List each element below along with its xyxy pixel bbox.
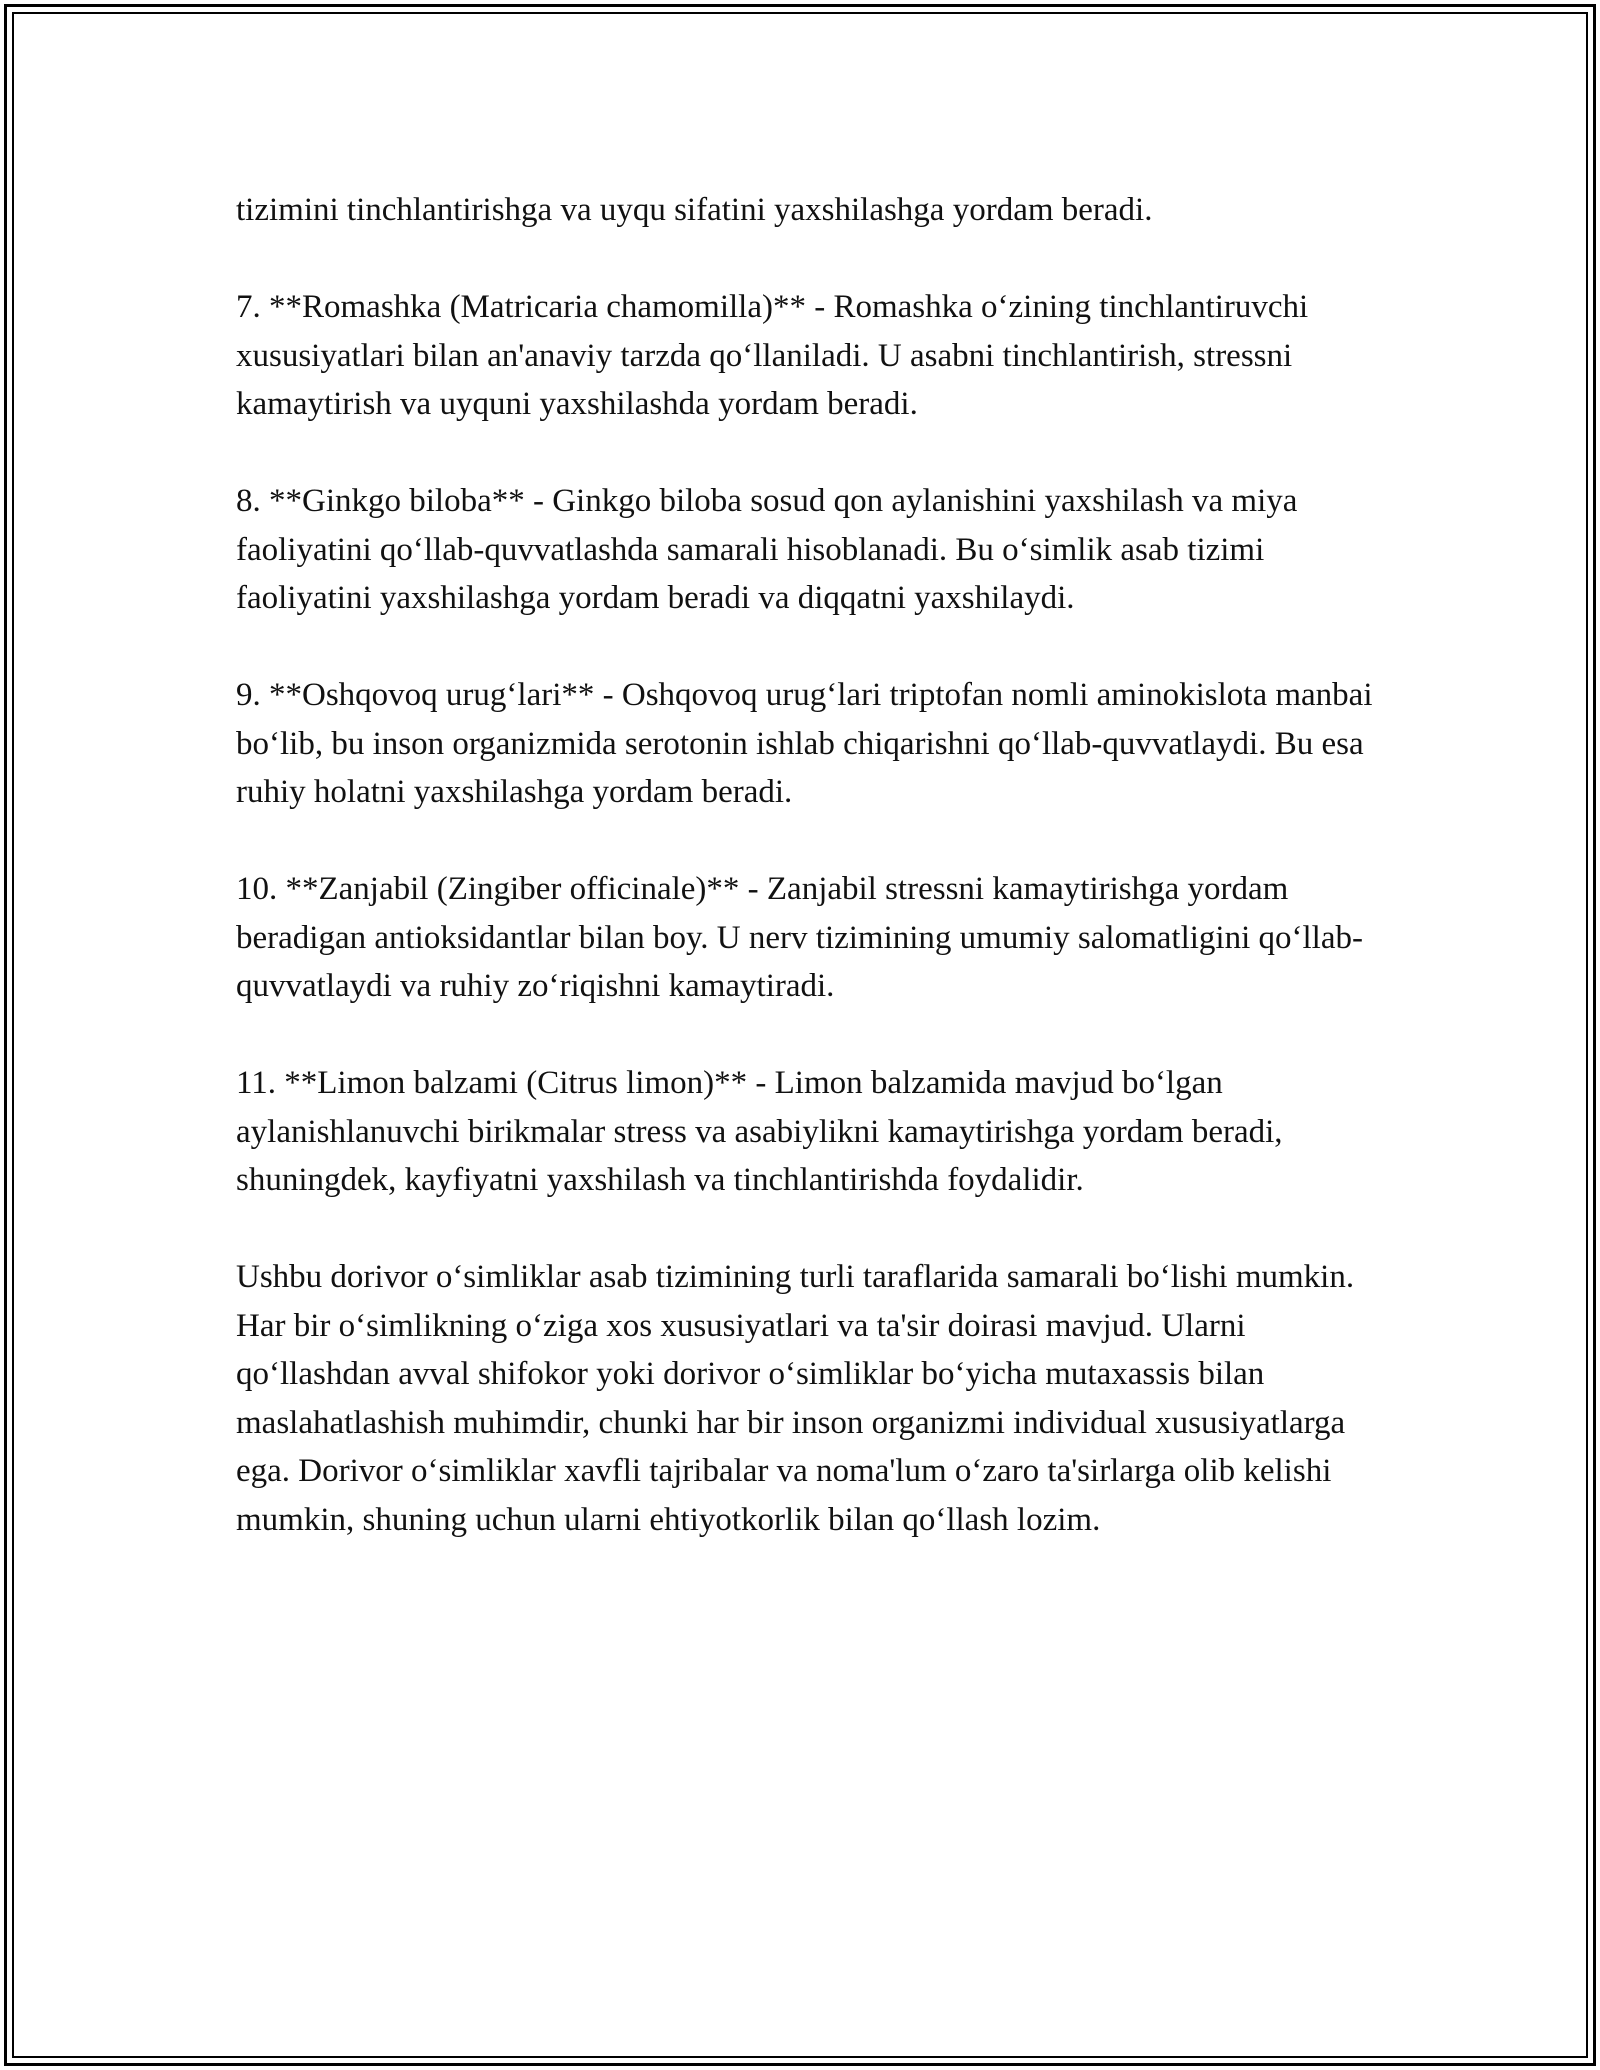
paragraph-item-8-ginkgo-biloba: 8. **Ginkgo biloba** - Ginkgo biloba sosud qon aylanishini yaxshilash va miya faoliyatini qo‘llab-quvvatlashda samarali hisoblanadi. Bu o‘simlik asab tizimi faoliyatini yaxshilashga yordam beradi va diqqatni yaxshilaydi. [236,483,1298,616]
paragraph-item-7-romashka: 7. **Romashka (Matricaria chamomilla)** - Romashka o‘zining tinchlantiruvchi xususiyatlari bilan an'anaviy tarzda qo‘llaniladi. U asabni tinchlantirish, stressni kamaytirish va uyquni yaxshilashda yordam beradi. [236,289,1309,422]
paragraph-item-10-zanjabil: 10. **Zanjabil (Zingiber officinale)** - Zanjabil stressni kamaytirishga yordam beradigan antioksidantlar bilan boy. U nerv tizimining umumiy salomatligini qo‘llab-quvvatlaydi va ruhiy zo‘riqishni kamaytiradi. [236,871,1363,1004]
paragraph-conclusion: Ushbu dorivor o‘simliklar asab tizimining turli taraflarida samarali bo‘lishi mumkin. Har bir o‘simlikning o‘ziga xos xususiyatlari va ta'sir doirasi mavjud. Ularni qo‘llashdan avval shifokor yoki dorivor o‘simliklar bo‘yicha mutaxassis bilan maslahatlashish muhimdir, chunki har bir inson organizmi individual xususiyatlarga ega. Dorivor o‘simliklar xavfli tajribalar va noma'lum o‘zaro ta'sirlarga olib kelishi mumkin, shuning uchun ularni ehtiyotkorlik bilan qo‘llash lozim. [236,1259,1355,1538]
paragraph-item-9-oshqovoq: 9. **Oshqovoq urug‘lari** - Oshqovoq urug‘lari triptofan nomli aminokislota manbai bo‘lib, bu inson organizmida serotonin ishlab chiqarishni qo‘llab-quvvatlaydi. Bu esa ruhiy holatni yaxshilashga yordam beradi. [236,677,1373,810]
paragraph-continuation: tizimini tinchlantirishga va uyqu sifatini yaxshilashga yordam beradi. [236,192,1153,228]
document-body [236,186,1376,1544]
paragraph-item-11-limon-balzami: 11. **Limon balzami (Citrus limon)** - Limon balzamida mavjud bo‘lgan aylanishlanuvchi birikmalar stress va asabiylikni kamaytirishga yordam beradi, shuningdek, kayfiyatni yaxshilash va tinchlantirishda foydalidir. [236,1065,1283,1198]
